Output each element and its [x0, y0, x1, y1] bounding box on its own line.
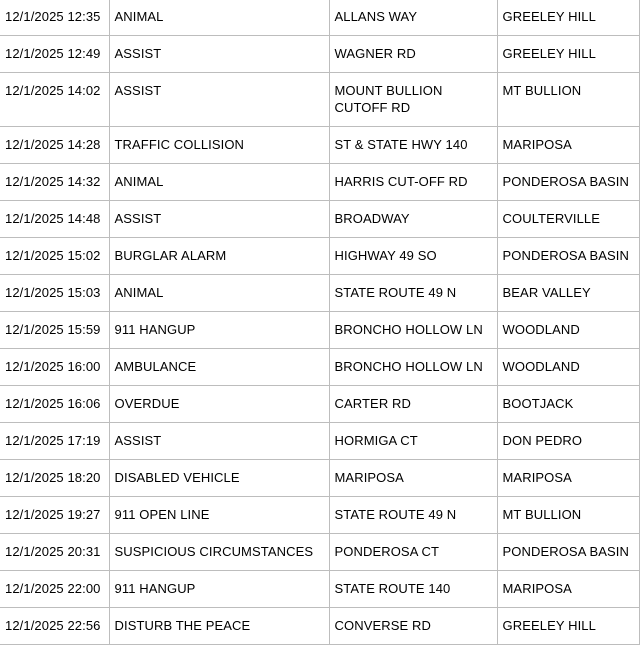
- address-cell: MARIPOSA: [329, 460, 497, 497]
- datetime-cell: 12/1/2025 12:49: [0, 36, 109, 73]
- area-cell: PONDEROSA BASIN: [497, 164, 639, 201]
- area-cell: MARIPOSA: [497, 571, 639, 608]
- call-type-cell: ANIMAL: [109, 275, 329, 312]
- address-cell: BRONCHO HOLLOW LN: [329, 312, 497, 349]
- call-type-cell: DISTURB THE PEACE: [109, 608, 329, 645]
- datetime-cell: 12/1/2025 22:56: [0, 608, 109, 645]
- call-type-cell: ASSIST: [109, 423, 329, 460]
- call-type-cell: ASSIST: [109, 36, 329, 73]
- datetime-cell: 12/1/2025 14:32: [0, 164, 109, 201]
- datetime-cell: 12/1/2025 16:00: [0, 349, 109, 386]
- table-row: [0, 238, 639, 275]
- table-row: [0, 201, 639, 238]
- area-cell: GREELEY HILL: [497, 36, 639, 73]
- call-type-cell: TRAFFIC COLLISION: [109, 127, 329, 164]
- call-type-cell: OVERDUE: [109, 386, 329, 423]
- table-row: [0, 275, 639, 312]
- address-cell: BROADWAY: [329, 201, 497, 238]
- datetime-cell: 12/1/2025 15:02: [0, 238, 109, 275]
- call-type-cell: ASSIST: [109, 201, 329, 238]
- table-row: [0, 36, 639, 73]
- address-cell: CARTER RD: [329, 386, 497, 423]
- table-row: [0, 0, 639, 36]
- call-type-cell: 911 OPEN LINE: [109, 497, 329, 534]
- table-row: [0, 497, 639, 534]
- call-type-cell: DISABLED VEHICLE: [109, 460, 329, 497]
- call-type-cell: AMBULANCE: [109, 349, 329, 386]
- datetime-cell: 12/1/2025 17:19: [0, 423, 109, 460]
- table-row: [0, 571, 639, 608]
- datetime-cell: 12/1/2025 15:59: [0, 312, 109, 349]
- call-type-cell: 911 HANGUP: [109, 571, 329, 608]
- area-cell: WOODLAND: [497, 312, 639, 349]
- datetime-cell: 12/1/2025 16:06: [0, 386, 109, 423]
- address-cell: WAGNER RD: [329, 36, 497, 73]
- call-type-cell: ANIMAL: [109, 0, 329, 36]
- address-cell: HIGHWAY 49 SO: [329, 238, 497, 275]
- datetime-cell: 12/1/2025 18:20: [0, 460, 109, 497]
- call-type-cell: 911 HANGUP: [109, 312, 329, 349]
- datetime-cell: 12/1/2025 12:35: [0, 0, 109, 36]
- call-type-cell: ASSIST: [109, 73, 329, 127]
- area-cell: GREELEY HILL: [497, 608, 639, 645]
- datetime-cell: 12/1/2025 14:02: [0, 73, 109, 127]
- table-row: [0, 608, 639, 645]
- address-cell: STATE ROUTE 49 N: [329, 497, 497, 534]
- datetime-cell: 12/1/2025 14:48: [0, 201, 109, 238]
- call-type-cell: SUSPICIOUS CIRCUMSTANCES: [109, 534, 329, 571]
- table-row: [0, 164, 639, 201]
- table-row: [0, 349, 639, 386]
- table-row: [0, 534, 639, 571]
- area-cell: MT BULLION: [497, 73, 639, 127]
- area-cell: GREELEY HILL: [497, 0, 639, 36]
- area-cell: MARIPOSA: [497, 460, 639, 497]
- datetime-cell: 12/1/2025 14:28: [0, 127, 109, 164]
- address-cell: MOUNT BULLION CUTOFF RD: [329, 73, 497, 127]
- table-row: [0, 127, 639, 164]
- address-cell: STATE ROUTE 140: [329, 571, 497, 608]
- table-row: [0, 312, 639, 349]
- datetime-cell: 12/1/2025 15:03: [0, 275, 109, 312]
- table-row: [0, 423, 639, 460]
- area-cell: PONDEROSA BASIN: [497, 534, 639, 571]
- table-row: [0, 460, 639, 497]
- area-cell: MT BULLION: [497, 497, 639, 534]
- area-cell: BEAR VALLEY: [497, 275, 639, 312]
- datetime-cell: 12/1/2025 22:00: [0, 571, 109, 608]
- address-cell: PONDEROSA CT: [329, 534, 497, 571]
- area-cell: WOODLAND: [497, 349, 639, 386]
- area-cell: DON PEDRO: [497, 423, 639, 460]
- area-cell: MARIPOSA: [497, 127, 639, 164]
- address-cell: CONVERSE RD: [329, 608, 497, 645]
- call-type-cell: BURGLAR ALARM: [109, 238, 329, 275]
- call-type-cell: ANIMAL: [109, 164, 329, 201]
- table-row: [0, 73, 639, 127]
- datetime-cell: 12/1/2025 19:27: [0, 497, 109, 534]
- address-cell: HARRIS CUT-OFF RD: [329, 164, 497, 201]
- table-row: [0, 386, 639, 423]
- address-cell: BRONCHO HOLLOW LN: [329, 349, 497, 386]
- area-cell: PONDEROSA BASIN: [497, 238, 639, 275]
- address-cell: ALLANS WAY: [329, 0, 497, 36]
- area-cell: BOOTJACK: [497, 386, 639, 423]
- datetime-cell: 12/1/2025 20:31: [0, 534, 109, 571]
- address-cell: STATE ROUTE 49 N: [329, 275, 497, 312]
- address-cell: HORMIGA CT: [329, 423, 497, 460]
- area-cell: COULTERVILLE: [497, 201, 639, 238]
- address-cell: ST & STATE HWY 140: [329, 127, 497, 164]
